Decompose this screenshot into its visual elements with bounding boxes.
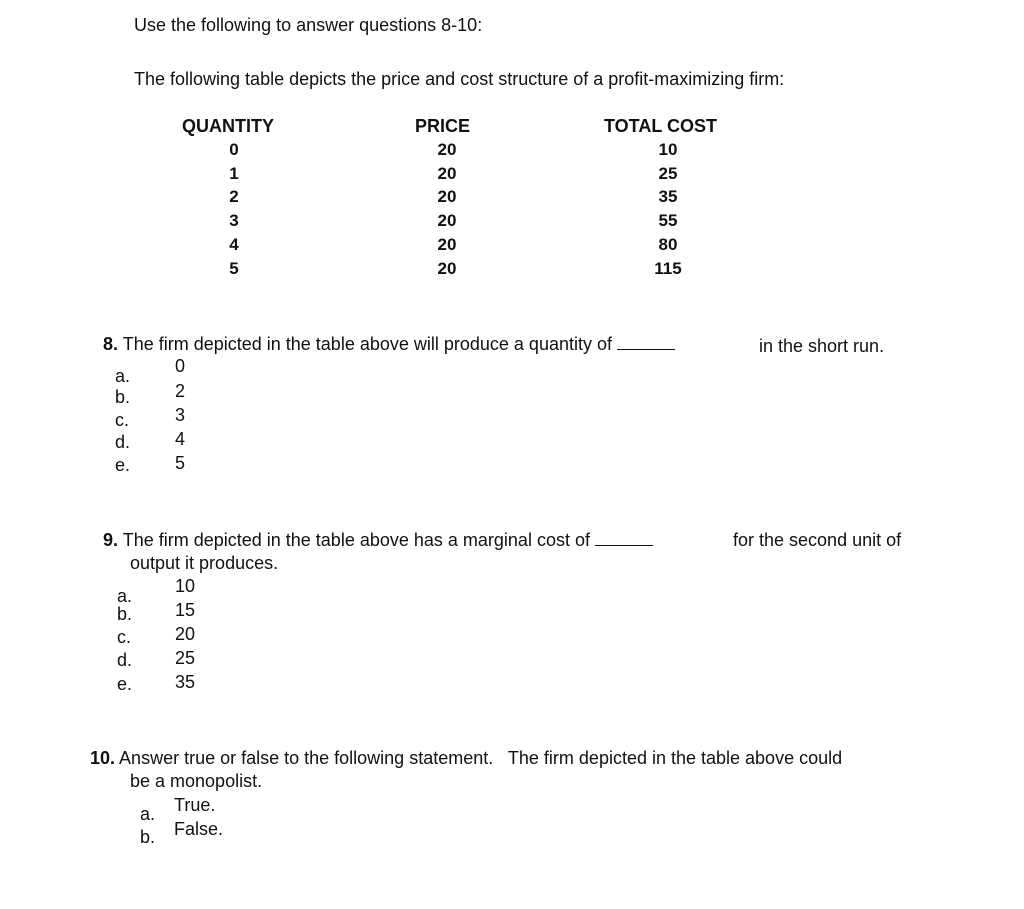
question-8-number: 8. [103,334,119,354]
option-value: 25 [175,648,196,668]
cell-price: 20 [437,235,457,254]
question-9-stem-line2: output it produces. [130,553,279,573]
table-intro-text: The following table depicts the price and cost structure of a profit-maximizing firm: [134,69,785,89]
question-9-stem-end: for the second unit of [733,530,902,550]
option-value: 35 [175,672,196,692]
header-price: PRICE [415,116,471,136]
option-letter: a. [115,366,131,386]
option-letter: c. [115,410,130,430]
question-8-stem: The firm depicted in the table above will produce a quantity of [122,334,612,354]
header-total-cost: TOTAL COST [604,116,718,136]
option-letter: b. [115,387,131,407]
question-9-number: 9. [103,530,119,550]
question-9-stem: The firm depicted in the table above has a marginal cost of [122,530,590,550]
cell-price: 20 [437,259,457,278]
cell-quantity: 4 [229,235,239,254]
cell-quantity: 3 [229,211,239,230]
option-letter: d. [117,650,133,670]
cell-price: 20 [437,140,457,159]
question-10-text [90,748,842,769]
question-9-text [103,530,653,551]
option-letter: c. [117,627,132,647]
cell-price: 20 [437,211,457,230]
option-letter: d. [115,432,131,452]
cell-total-cost: 80 [658,235,678,254]
option-value: 15 [175,600,196,620]
question-8-text [103,334,675,355]
option-value: 0 [175,356,186,376]
cell-total-cost: 35 [658,187,678,206]
cell-total-cost: 115 [654,259,682,278]
cell-total-cost: 55 [658,211,678,230]
option-letter: a. [117,586,133,606]
question-10-number: 10. [90,748,116,768]
cell-price: 20 [437,164,457,183]
answer-blank [595,544,653,546]
option-value: 2 [175,381,186,401]
cell-price: 20 [437,187,457,206]
question-10-stem: Answer true or false to the following statement. The firm depicted in the table above could [119,748,843,768]
cell-quantity: 2 [229,187,239,206]
option-value: 4 [175,429,186,449]
cell-quantity: 1 [229,164,239,183]
cell-total-cost: 25 [658,164,678,183]
option-letter: e. [117,674,133,694]
intro-text: Use the following to answer questions 8-10: [134,15,483,35]
question-8-stem-end: in the short run. [759,336,885,356]
question-10-stem-line2: be a monopolist. [130,771,263,791]
option-value: False. [174,819,224,839]
option-value: 20 [175,624,196,644]
option-letter: b. [117,604,133,624]
option-value: 10 [175,576,196,596]
answer-blank [617,348,675,350]
option-value: True. [174,795,216,815]
option-letter: b. [140,827,156,847]
cell-quantity: 0 [229,140,239,159]
option-letter: a. [140,804,156,824]
option-value: 5 [175,453,186,473]
cell-quantity: 5 [229,259,239,278]
cell-total-cost: 10 [658,140,678,159]
header-quantity: QUANTITY [182,116,274,136]
option-letter: e. [115,455,131,475]
option-value: 3 [175,405,186,425]
